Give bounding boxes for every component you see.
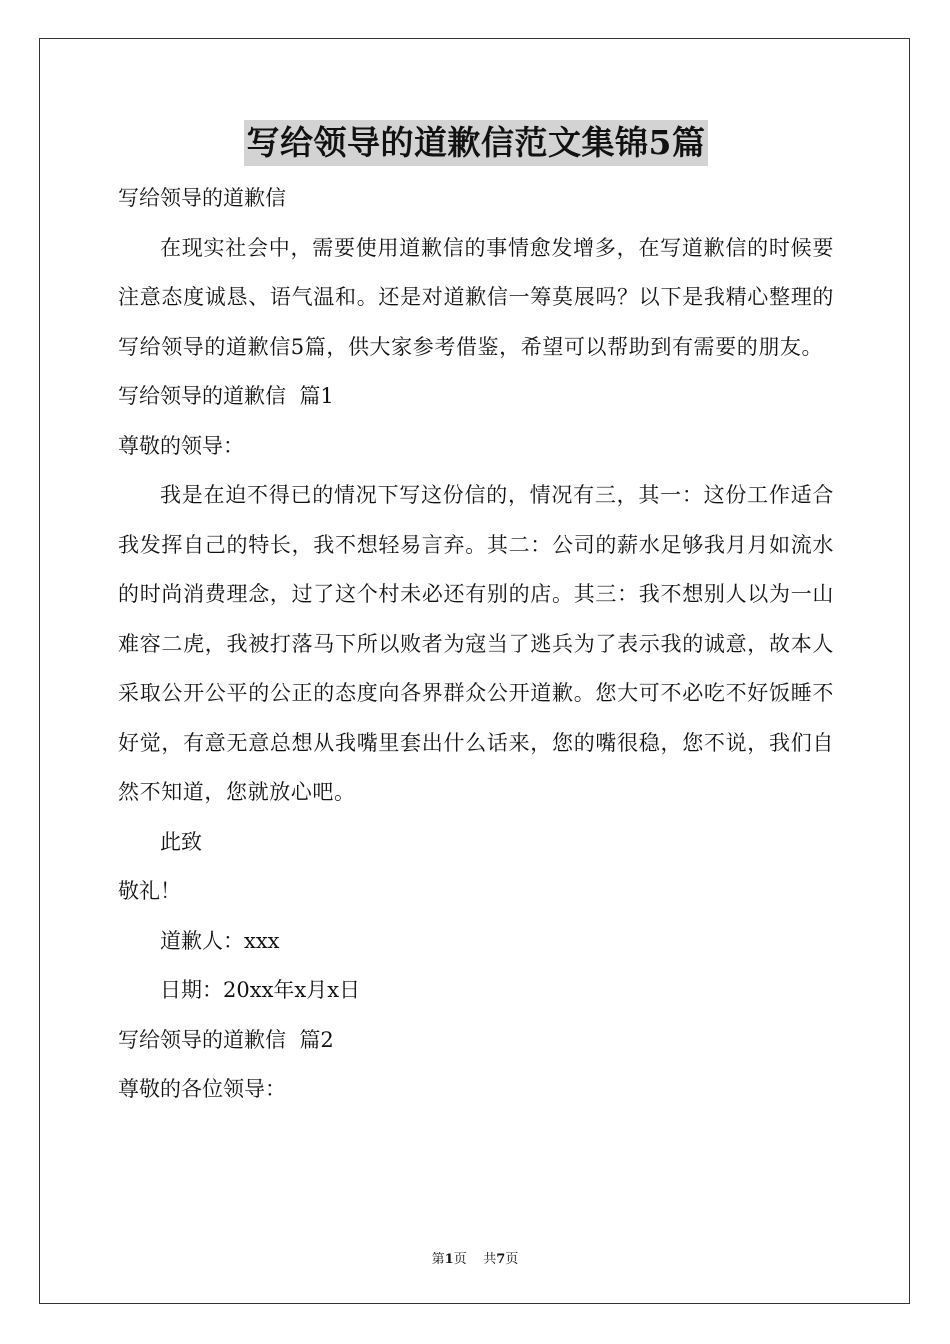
intro-paragraph: 在现实社会中，需要使用道歉信的事情愈发增多，在写道歉信的时候要注意态度诚恳、语气温和。还是对道歉信一筹莫展吗？以下是我精心整理的写给领导的道歉信5篇，供大家参考借鉴，希望可以帮助到有需要的朋友。 [118,235,834,359]
page-unit: 页 [453,1252,467,1267]
section2-salutation: 尊敬的各位领导： [118,1077,286,1101]
section1-salutation: 尊敬的领导： [118,433,244,458]
page-number: 1 [444,1252,454,1267]
section1-date: 日期：20xx年x月x日 [160,978,361,1002]
total-pages: 7 [496,1252,506,1267]
document-subtitle: 写给领导的道歉信 [118,186,286,210]
document-body [118,120,834,1115]
total-label: 共 [483,1252,497,1267]
section1-body: 我是在迫不得已的情况下写这份信的，情况有三，其一：这份工作适合我发挥自己的特长，我不想轻易言弃。其二：公司的薪水足够我月月如流水的时尚消费理念，过了这个村未必还有别的店。其三：我不想别人以为一山难容二虎，我被打落马下所以败者为寇当了逃兵为了表示我的诚意，故本人采取公开公平的公正的态度向各界群众公开道歉。您大可不必吃不好饭睡不好觉，有意无意总想从我嘴里套出什么话来，您的嘴很稳，您不说，我们自然不知道，您就放心吧。 [118,483,834,804]
total-unit: 页 [505,1252,519,1267]
section1-closing-salute: 敬礼！ [118,879,181,903]
section1-closing-regards: 此致 [160,829,202,854]
section1-heading: 写给领导的道歉信 篇1 [118,384,334,408]
section1-signer: 道歉人：xxx [160,928,280,953]
page-label: 第 [431,1252,445,1267]
document-title: 写给领导的道歉信范文集锦5篇 [244,120,709,166]
page-footer [0,1248,950,1267]
title-container [118,120,834,166]
section2-heading: 写给领导的道歉信 篇2 [118,1027,334,1052]
